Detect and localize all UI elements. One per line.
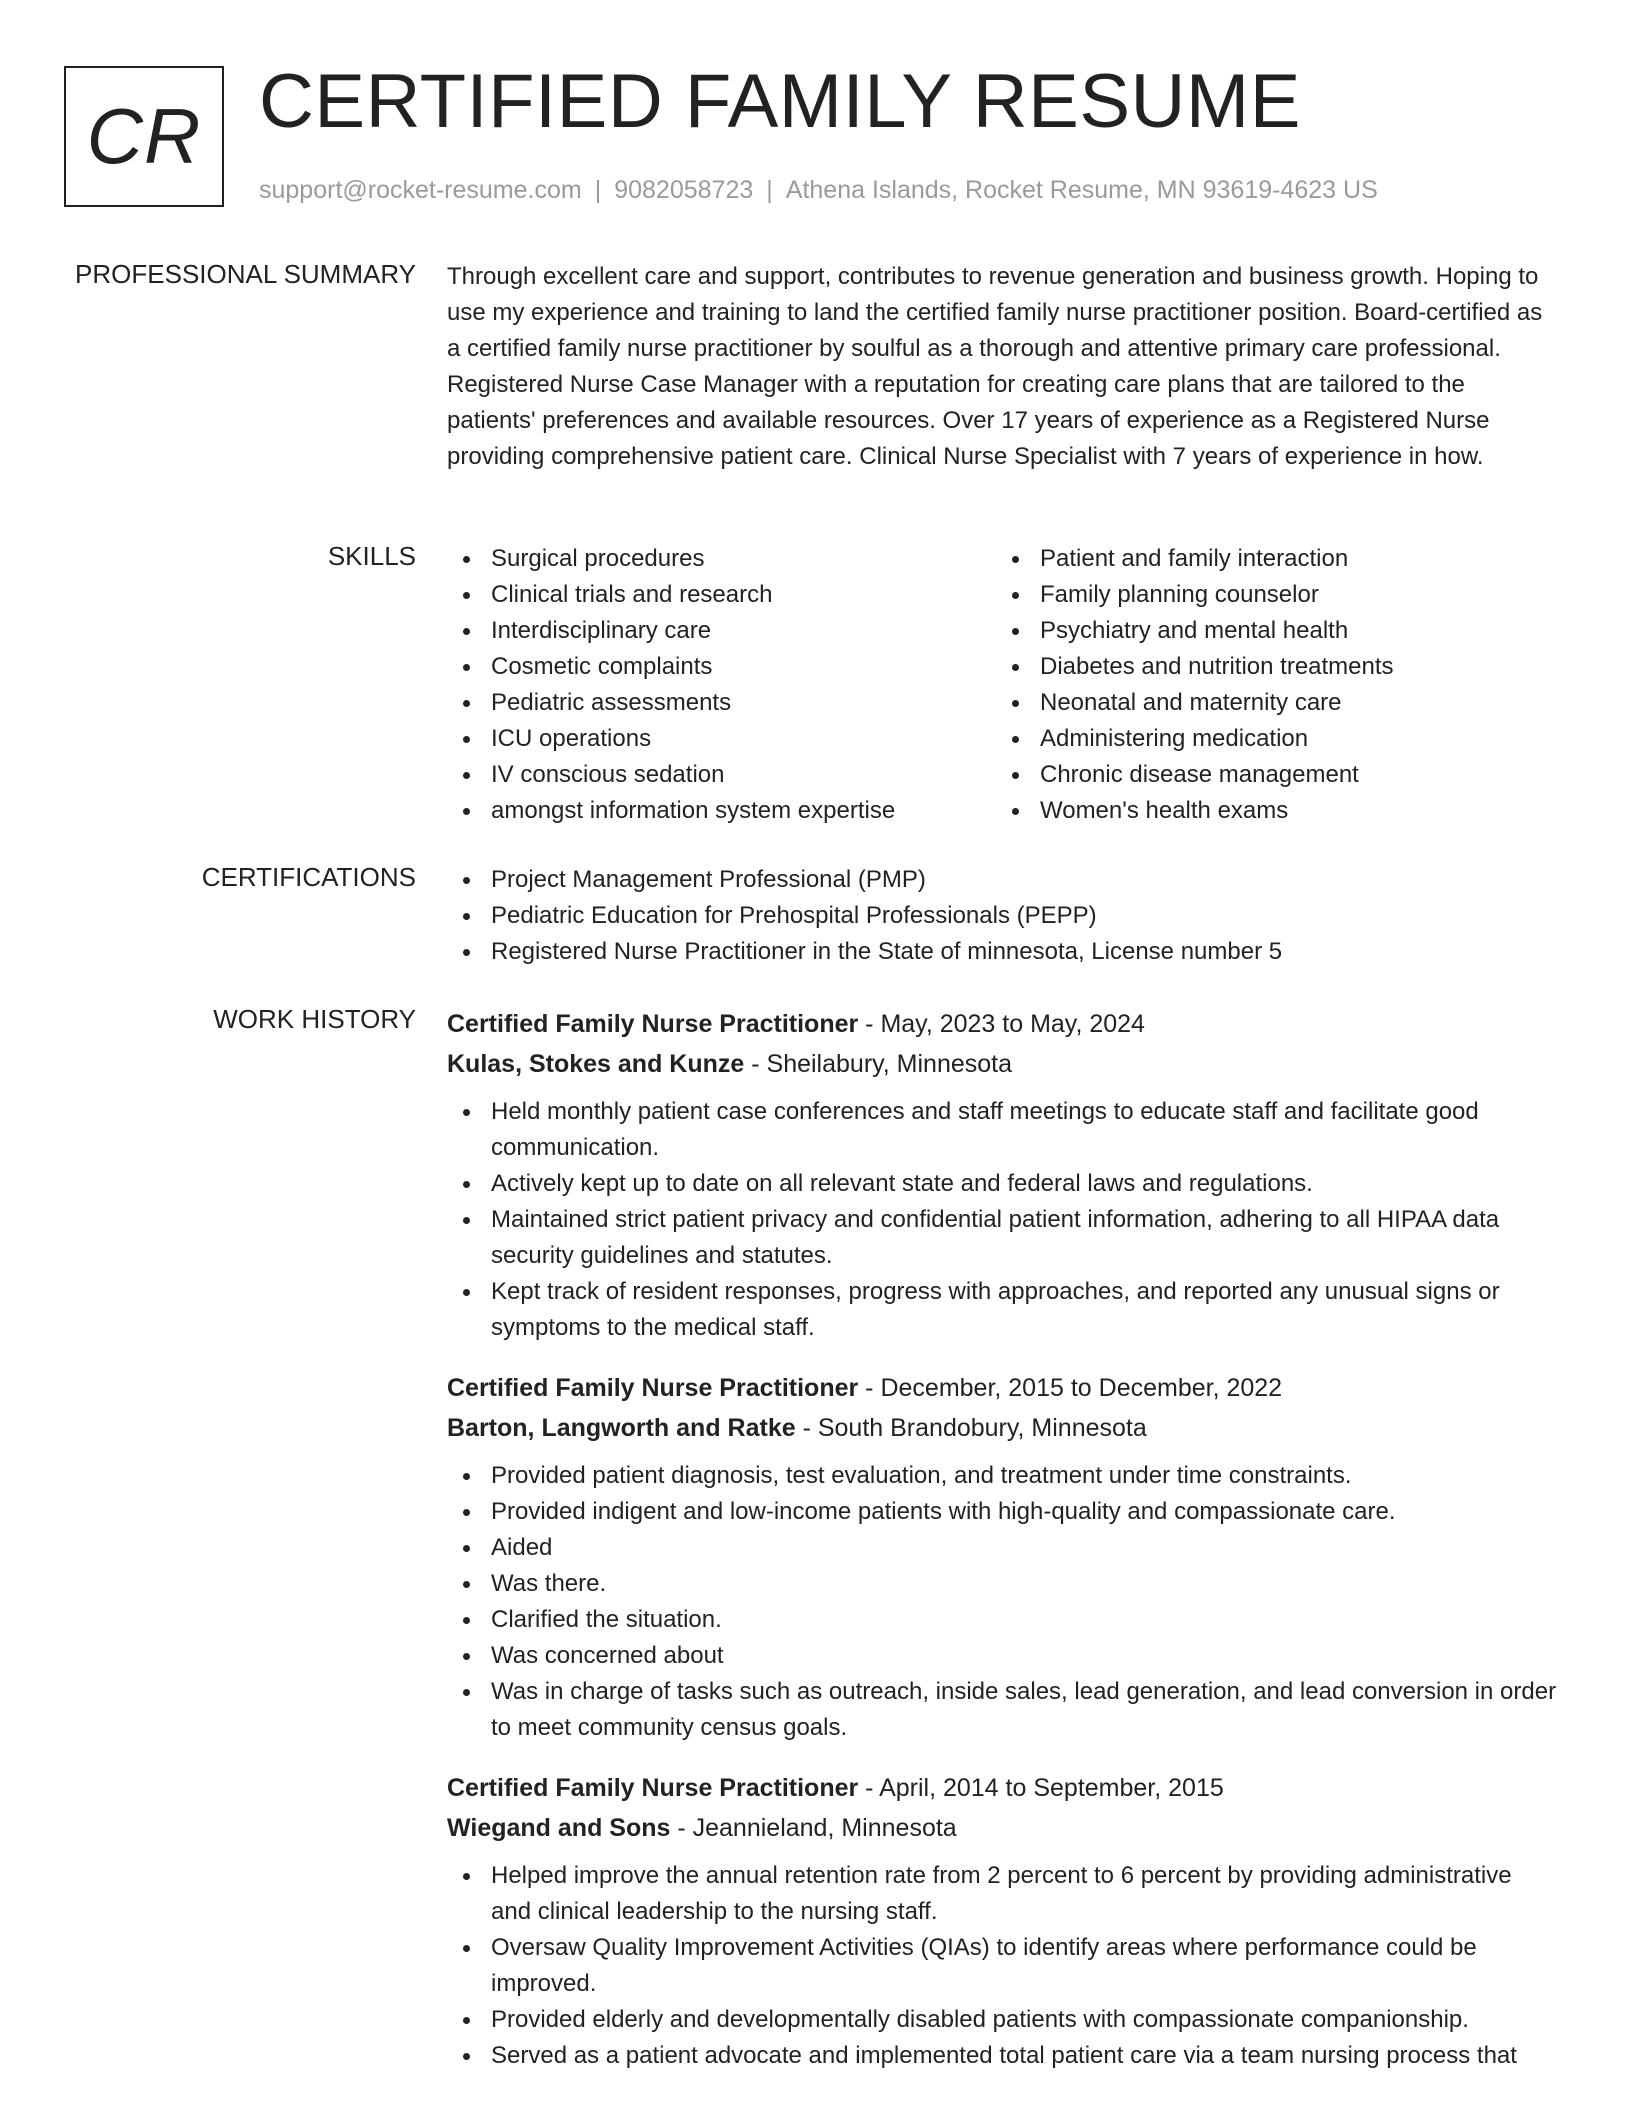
job-title-line [447,1368,1557,1408]
skill-item: Surgical procedures [447,541,996,577]
monogram-box [64,66,224,207]
monogram-initials: CR [86,92,202,180]
job-bullet: Aided [447,1530,1557,1566]
job-title: Certified Family Nurse Practitioner [447,1774,859,1802]
certification-item: Registered Nurse Practitioner in the State of minnesota, License number 5 [447,934,1557,970]
job-bullets [447,1094,1557,1346]
contact-email: support@rocket-resume.com [259,176,582,204]
job-entry [447,1368,1557,1746]
job-entry [447,1768,1557,2074]
job-company: Barton, Langworth and Ratke [447,1414,796,1442]
job-bullet: Actively kept up to date on all relevant state and federal laws and regulations. [447,1166,1557,1202]
skill-item: Diabetes and nutrition treatments [996,649,1545,685]
job-bullet: Provided elderly and developmentally disabled patients with compassionate companionship. [447,2002,1557,2038]
section-label-certifications: CERTIFICATIONS [201,862,416,892]
skill-item: Psychiatry and mental health [996,613,1545,649]
job-title-line [447,1768,1557,1808]
job-dates: - April, 2014 to September, 2015 [858,1774,1224,1802]
job-title: Certified Family Nurse Practitioner [447,1374,859,1402]
summary-content [447,259,1557,475]
job-bullet: Was in charge of tasks such as outreach, inside sales, lead generation, and lead conversion in order to meet community census goals. [447,1674,1557,1746]
skill-item: Women's health exams [996,793,1545,829]
contact-separator: | [766,176,773,204]
job-bullet: Clarified the situation. [447,1602,1557,1638]
skills-list-left [447,541,996,829]
job-bullet: Provided patient diagnosis, test evaluation, and treatment under time constraints. [447,1458,1557,1494]
job-location: - Jeannieland, Minnesota [670,1814,957,1842]
skill-item: ICU operations [447,721,996,757]
job-bullet: Was concerned about [447,1638,1557,1674]
job-bullet: Kept track of resident responses, progress with approaches, and reported any unusual signs or symptoms to the medical staff. [447,1274,1557,1346]
skill-item: Clinical trials and research [447,577,996,613]
job-bullet: Provided indigent and low-income patients with high-quality and compassionate care. [447,1494,1557,1530]
job-location: - Sheilabury, Minnesota [744,1050,1013,1078]
section-label-work-history: WORK HISTORY [213,1004,416,1034]
job-bullet: Served as a patient advocate and implemented total patient care via a team nursing process that [447,2038,1557,2074]
job-bullet: Maintained strict patient privacy and confidential patient information, adhering to all HIPAA data security guidelines and statutes. [447,1202,1557,1274]
job-bullet: Helped improve the annual retention rate from 2 percent to 6 percent by providing administrative and clinical leadership to the nursing staff. [447,1858,1557,1930]
job-company-line [447,1044,1557,1084]
skills-list-right [996,541,1545,829]
resume-title: CERTIFIED FAMILY RESUME [259,59,1301,144]
contact-phone: 9082058723 [614,176,754,204]
job-title: Certified Family Nurse Practitioner [447,1010,859,1038]
job-bullets [447,1858,1557,2074]
job-bullets [447,1458,1557,1746]
skill-item: Patient and family interaction [996,541,1545,577]
job-location: - South Brandobury, Minnesota [795,1414,1147,1442]
skill-item: Chronic disease management [996,757,1545,793]
job-bullet: Held monthly patient case conferences and staff meetings to educate staff and facilitate good communication. [447,1094,1557,1166]
contact-address: Athena Islands, Rocket Resume, MN 93619-4623 US [785,176,1378,204]
skills-columns [447,541,1557,829]
certification-item: Project Management Professional (PMP) [447,862,1557,898]
job-company: Wiegand and Sons [447,1814,671,1842]
skill-item: Cosmetic complaints [447,649,996,685]
skill-item: Family planning counselor [996,577,1545,613]
job-company: Kulas, Stokes and Kunze [447,1050,745,1078]
job-dates: - May, 2023 to May, 2024 [858,1010,1145,1038]
skill-item: Neonatal and maternity care [996,685,1545,721]
skill-item: Pediatric assessments [447,685,996,721]
certifications-content [447,862,1557,970]
certifications-list [447,862,1557,970]
job-company-line [447,1408,1557,1448]
section-label-skills: SKILLS [327,541,416,571]
job-title-line [447,1004,1557,1044]
contact-line [259,176,1378,205]
job-entry [447,1004,1557,1346]
section-label-summary: PROFESSIONAL SUMMARY [75,259,416,289]
skill-item: IV conscious sedation [447,757,996,793]
skill-item: amongst information system expertise [447,793,996,829]
job-bullet: Was there. [447,1566,1557,1602]
job-dates: - December, 2015 to December, 2022 [858,1374,1283,1402]
skill-item: Interdisciplinary care [447,613,996,649]
summary-text: Through excellent care and support, contributes to revenue generation and business growth. Hoping to use my experience and training to land the certified family nurse practitioner position. Board-certified as a certified family nurse practitioner by soulful as a thorough and attentive primary care professional. Registered Nurse Case Manager with a reputation for creating care plans that are tailored to the patients' preferences and available resources. Over 17 years of experience as a Registered Nurse providing comprehensive patient care. Clinical Nurse Specialist with 7 years of experience in how. [447,263,1543,470]
contact-separator: | [594,176,602,204]
work-history-content [447,1004,1557,2096]
skill-item: Administering medication [996,721,1545,757]
certification-item: Pediatric Education for Prehospital Professionals (PEPP) [447,898,1557,934]
job-bullet: Oversaw Quality Improvement Activities (QIAs) to identify areas where performance could be improved. [447,1930,1557,2002]
job-company-line [447,1808,1557,1848]
